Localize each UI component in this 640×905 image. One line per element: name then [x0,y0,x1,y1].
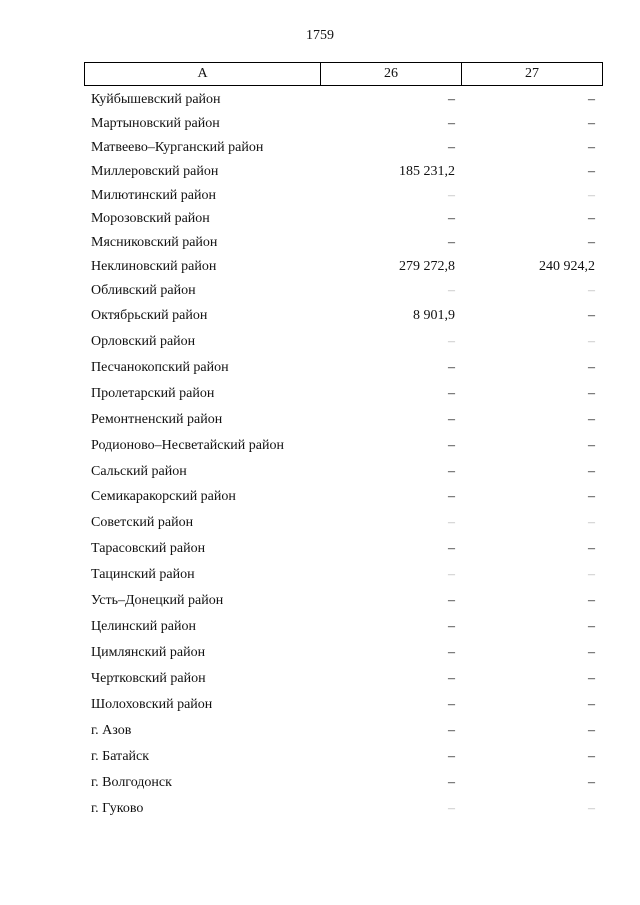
row-value-27: – [588,164,595,179]
row-value-27: – [588,412,595,427]
table-row [0,92,640,112]
table-row [0,116,640,136]
row-value-26: – [448,464,455,479]
row-value-27: – [588,515,595,530]
table-row [0,334,640,354]
table-row [0,515,640,535]
row-value-26: – [448,283,455,298]
row-value-26: – [448,671,455,686]
row-value-26: – [448,515,455,530]
row-value-26: – [448,92,455,107]
table-row [0,386,640,406]
table-row [0,360,640,380]
row-name: Родионово–Несветайский район [91,438,284,453]
row-name: Советский район [91,515,194,530]
row-name: Орловский район [91,334,196,349]
row-value-26: – [448,412,455,427]
row-value-27: – [588,593,595,608]
row-name: Неклиновский район [91,259,217,274]
table-header [84,62,603,86]
row-value-27: – [588,541,595,556]
row-value-27: – [588,438,595,453]
row-value-27: – [588,140,595,155]
row-value-27: – [588,567,595,582]
row-name: Шолоховский район [91,697,213,712]
row-name: Ремонтненский район [91,412,223,427]
row-name: г. Гуково [91,801,144,816]
table-row [0,235,640,255]
row-name: Милютинский район [91,188,217,203]
row-name: Усть–Донецкий район [91,593,224,608]
header-row [85,63,603,86]
table-row [0,188,640,208]
row-value-27: 240 924,2 [539,259,595,274]
table-row [0,697,640,717]
row-value-26: – [448,697,455,712]
row-name: Матвеево–Курганский район [91,140,264,155]
row-name: Обливский район [91,283,196,298]
table-row [0,723,640,743]
row-value-26: – [448,489,455,504]
table-row [0,211,640,231]
row-name: Миллеровский район [91,164,219,179]
table-row [0,541,640,561]
row-name: Тарасовский район [91,541,206,556]
row-value-27: – [588,334,595,349]
row-value-27: – [588,801,595,816]
row-value-27: – [588,283,595,298]
table-row [0,801,640,821]
table-row [0,749,640,769]
row-value-27: – [588,749,595,764]
table-row [0,308,640,328]
row-value-26: – [448,619,455,634]
row-value-26: – [448,801,455,816]
row-name: Мартыновский район [91,116,220,131]
table-row [0,412,640,432]
table-row [0,567,640,587]
header-col-27: 27 [462,63,603,86]
row-name: Куйбышевский район [91,92,221,107]
row-value-27: – [588,116,595,131]
table-row [0,489,640,509]
table-row [0,671,640,691]
row-value-26: – [448,140,455,155]
row-value-27: – [588,211,595,226]
row-value-26: – [448,593,455,608]
page-number: 1759 [306,28,334,43]
row-value-26: – [448,749,455,764]
row-value-27: – [588,775,595,790]
table-row [0,619,640,639]
row-name: Сальский район [91,464,187,479]
row-value-26: – [448,386,455,401]
row-name: г. Азов [91,723,132,738]
table-row [0,140,640,160]
row-value-27: – [588,671,595,686]
row-name: Семикаракорский район [91,489,236,504]
table-row [0,259,640,279]
row-name: г. Батайск [91,749,150,764]
row-value-26: – [448,334,455,349]
row-value-27: – [588,360,595,375]
table-row [0,464,640,484]
row-name: Цимлянский район [91,645,206,660]
row-value-26: 185 231,2 [399,164,455,179]
table-row [0,283,640,303]
row-value-26: – [448,235,455,250]
row-name: Пролетарский район [91,386,215,401]
row-value-26: – [448,188,455,203]
row-value-26: – [448,775,455,790]
row-value-27: – [588,92,595,107]
row-name: Чертковский район [91,671,206,686]
row-value-27: – [588,188,595,203]
row-name: г. Волгодонск [91,775,172,790]
row-name: Октябрьский район [91,308,208,323]
table-row [0,593,640,613]
row-value-26: – [448,116,455,131]
row-value-27: – [588,697,595,712]
row-value-27: – [588,723,595,738]
row-value-26: – [448,360,455,375]
header-col-a: А [85,63,321,86]
row-value-26: – [448,567,455,582]
row-value-27: – [588,645,595,660]
table-row [0,438,640,458]
table-row [0,164,640,184]
table-row [0,645,640,665]
row-value-26: – [448,723,455,738]
row-value-26: – [448,438,455,453]
row-name: Тацинский район [91,567,195,582]
row-name: Мясниковский район [91,235,218,250]
row-value-26: 279 272,8 [399,259,455,274]
row-value-26: – [448,645,455,660]
row-value-27: – [588,619,595,634]
row-value-26: – [448,541,455,556]
header-col-26: 26 [321,63,462,86]
row-name: Песчанокопский район [91,360,229,375]
row-value-27: – [588,464,595,479]
row-value-27: – [588,386,595,401]
row-name: Целинский район [91,619,196,634]
row-value-27: – [588,308,595,323]
row-value-27: – [588,235,595,250]
row-value-26: – [448,211,455,226]
row-name: Морозовский район [91,211,210,226]
table-row [0,775,640,795]
row-value-26: 8 901,9 [413,308,455,323]
row-value-27: – [588,489,595,504]
